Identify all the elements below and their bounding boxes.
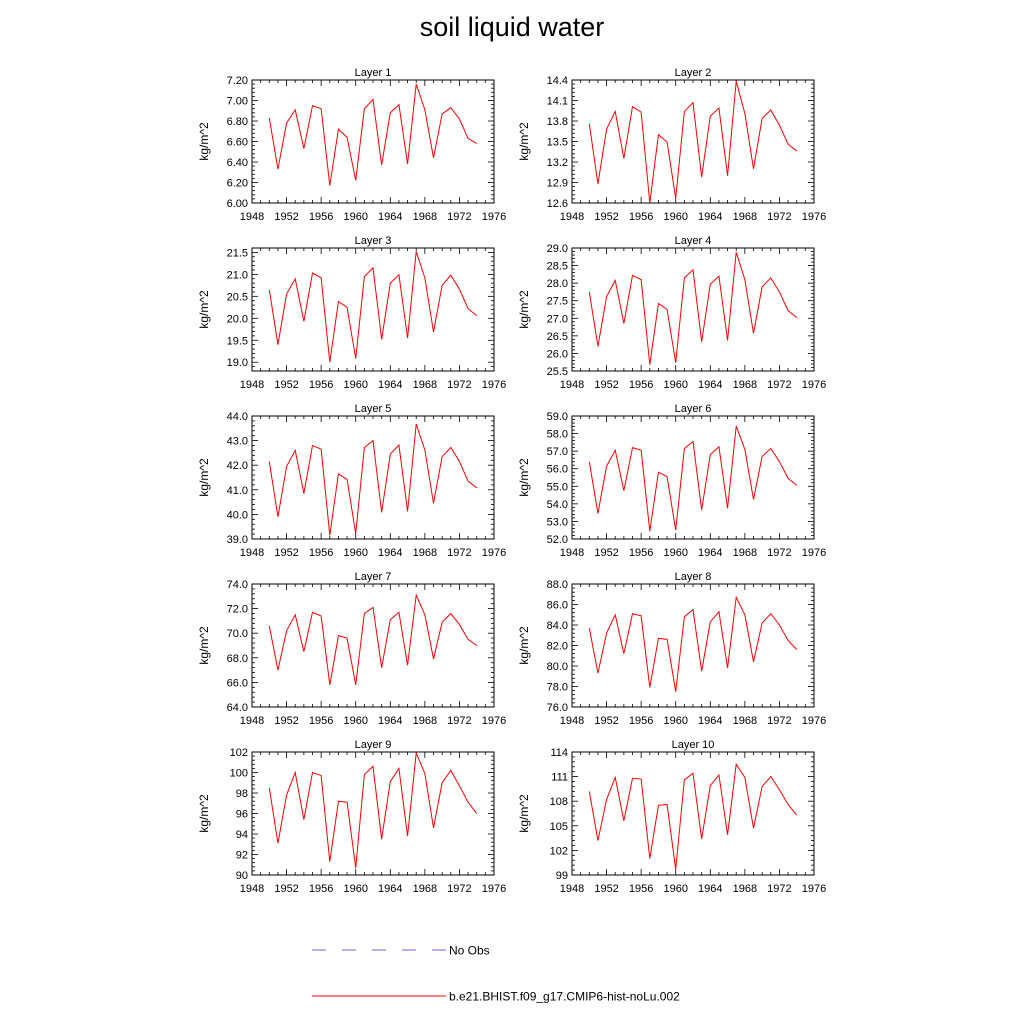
x-tick-label: 1972 (767, 883, 792, 895)
y-tick-label: 54.0 (546, 498, 568, 511)
panel-layer-10 (517, 739, 826, 895)
y-tick-label: 44.0 (226, 411, 248, 423)
x-tick-label: 1972 (767, 715, 792, 727)
y-axis-label: kg/m^2 (517, 122, 531, 161)
panel-layer-1 (197, 67, 506, 223)
y-tick-label: 58.0 (546, 428, 568, 441)
x-tick-label: 1952 (274, 379, 299, 391)
y-tick-label: 59.0 (546, 411, 568, 423)
x-tick-label: 1964 (698, 883, 723, 895)
y-tick-label: 21.0 (226, 269, 248, 282)
x-tick-label: 1964 (378, 379, 403, 391)
y-axis-label: kg/m^2 (197, 626, 211, 665)
x-tick-label: 1948 (559, 379, 585, 391)
x-tick-label: 1976 (481, 211, 507, 223)
x-tick-label: 1960 (343, 211, 368, 223)
y-tick-label: 14.4 (546, 75, 568, 87)
panel-title: Layer 7 (354, 571, 392, 583)
y-axis-label: kg/m^2 (197, 458, 211, 497)
panel-title: Layer 2 (674, 67, 712, 79)
x-tick-label: 1956 (628, 883, 654, 895)
y-tick-label: 12.6 (546, 198, 568, 210)
x-tick-label: 1960 (663, 211, 688, 223)
panel-title: Layer 4 (674, 235, 712, 247)
x-tick-label: 1976 (481, 547, 507, 559)
x-tick-label: 1960 (343, 379, 368, 391)
x-tick-label: 1960 (663, 547, 688, 559)
series-line-layer-4 (589, 252, 796, 364)
y-axis-label: kg/m^2 (517, 794, 531, 833)
panel-title: Layer 5 (354, 403, 392, 415)
y-tick-label: 14.1 (546, 95, 568, 108)
y-tick-label: 19.5 (226, 335, 248, 348)
panel-layer-9 (197, 739, 506, 895)
plot-frame (572, 416, 814, 539)
panel-title: Layer 1 (354, 67, 392, 79)
panel-layer-5 (197, 403, 506, 559)
y-tick-label: 56.0 (546, 463, 568, 476)
x-tick-label: 1964 (378, 547, 403, 559)
y-tick-label: 26.5 (546, 330, 568, 343)
x-tick-label: 1976 (481, 715, 507, 727)
y-tick-label: 41.0 (226, 484, 248, 497)
x-tick-label: 1952 (594, 715, 619, 727)
plot-frame (572, 752, 814, 875)
x-tick-label: 1952 (594, 883, 619, 895)
x-tick-label: 1976 (801, 547, 827, 559)
legend-label-model-run: b.e21.BHIST.f09_g17.CMIP6-hist-noLu.002 (449, 989, 680, 1004)
y-tick-label: 57.0 (546, 446, 568, 459)
y-tick-label: 40.0 (226, 509, 248, 522)
x-tick-label: 1968 (412, 211, 438, 223)
x-tick-label: 1956 (308, 211, 334, 223)
y-tick-label: 80.0 (546, 661, 568, 673)
x-tick-label: 1972 (447, 547, 472, 559)
y-tick-label: 7.20 (226, 75, 248, 87)
y-tick-label: 98 (235, 788, 248, 800)
x-tick-label: 1968 (732, 883, 758, 895)
x-tick-label: 1956 (628, 379, 654, 391)
y-tick-label: 27.5 (546, 295, 568, 308)
plot-frame (252, 248, 494, 371)
series-line-layer-2 (589, 81, 796, 203)
plot-frame (252, 416, 494, 539)
x-tick-label: 1956 (308, 715, 334, 727)
x-tick-label: 1952 (274, 547, 299, 559)
x-tick-label: 1960 (343, 715, 368, 727)
x-tick-label: 1956 (628, 715, 654, 727)
x-tick-label: 1976 (801, 379, 827, 391)
series-line-layer-8 (589, 597, 796, 691)
x-tick-label: 1948 (239, 379, 265, 391)
legend-label-no-obs: No Obs (449, 943, 490, 958)
x-tick-label: 1964 (698, 715, 723, 727)
x-tick-label: 1976 (801, 211, 827, 223)
y-tick-label: 6.20 (226, 177, 248, 190)
x-tick-label: 1948 (559, 211, 585, 223)
figure-title: soil liquid water (419, 12, 605, 42)
y-tick-label: 20.0 (226, 313, 248, 326)
y-tick-label: 28.5 (546, 260, 568, 273)
x-tick-label: 1964 (378, 883, 403, 895)
y-axis-label: kg/m^2 (517, 290, 531, 329)
x-tick-label: 1948 (239, 715, 265, 727)
legend (312, 944, 680, 1004)
y-tick-label: 102 (549, 845, 568, 858)
y-tick-label: 78.0 (546, 681, 568, 694)
x-tick-label: 1952 (274, 715, 299, 727)
y-axis-label: kg/m^2 (197, 290, 211, 329)
x-tick-label: 1964 (378, 715, 403, 727)
y-tick-label: 19.0 (226, 357, 248, 370)
x-tick-label: 1972 (447, 379, 472, 391)
y-tick-label: 28.0 (546, 278, 568, 291)
y-tick-label: 84.0 (546, 620, 568, 632)
y-tick-label: 7.00 (226, 95, 248, 108)
y-tick-label: 13.2 (546, 157, 568, 169)
series-line-layer-5 (269, 424, 476, 535)
y-tick-label: 76.0 (546, 702, 568, 714)
x-tick-label: 1948 (559, 883, 585, 895)
y-tick-label: 55.0 (546, 481, 568, 494)
y-tick-label: 74.0 (226, 579, 248, 591)
panel-title: Layer 10 (671, 739, 715, 751)
y-tick-label: 92 (235, 849, 248, 862)
x-tick-label: 1964 (698, 211, 723, 223)
x-tick-label: 1968 (412, 379, 438, 391)
x-tick-label: 1952 (594, 547, 619, 559)
x-tick-label: 1952 (594, 379, 619, 391)
x-tick-label: 1952 (274, 211, 299, 223)
panel-layer-3 (197, 235, 506, 391)
panel-layer-7 (197, 571, 506, 727)
series-line-layer-10 (589, 764, 796, 869)
y-axis-label: kg/m^2 (517, 458, 531, 497)
panel-layer-2 (517, 67, 826, 223)
x-tick-label: 1960 (663, 883, 688, 895)
y-tick-label: 39.0 (226, 534, 248, 546)
x-tick-label: 1956 (308, 547, 334, 559)
x-tick-label: 1956 (308, 883, 334, 895)
y-tick-label: 99 (555, 870, 568, 882)
y-tick-label: 42.0 (226, 460, 248, 473)
x-tick-label: 1964 (378, 211, 403, 223)
y-axis-label: kg/m^2 (197, 794, 211, 833)
y-tick-label: 88.0 (546, 579, 568, 591)
y-tick-label: 6.00 (226, 198, 248, 210)
plot-frame (572, 248, 814, 371)
panel-layer-8 (517, 571, 826, 727)
panel-title: Layer 6 (674, 403, 712, 415)
x-tick-label: 1960 (663, 715, 688, 727)
x-tick-label: 1952 (274, 883, 299, 895)
x-tick-label: 1948 (239, 883, 265, 895)
y-tick-label: 21.5 (226, 247, 248, 260)
y-tick-label: 12.9 (546, 177, 568, 190)
series-line-layer-1 (269, 84, 476, 185)
plot-frame (572, 584, 814, 707)
y-tick-label: 96 (235, 808, 248, 821)
y-tick-label: 100 (229, 767, 248, 780)
y-tick-label: 6.80 (226, 116, 248, 128)
y-tick-label: 90 (235, 870, 248, 882)
x-tick-label: 1960 (663, 379, 688, 391)
series-line-layer-7 (269, 595, 476, 685)
x-tick-label: 1972 (767, 547, 792, 559)
y-tick-label: 68.0 (226, 652, 248, 665)
x-tick-label: 1948 (239, 211, 265, 223)
y-tick-label: 102 (229, 747, 248, 759)
series-line-layer-9 (269, 753, 476, 868)
y-tick-label: 26.0 (546, 348, 568, 361)
x-tick-label: 1956 (628, 547, 654, 559)
x-tick-label: 1972 (447, 883, 472, 895)
y-axis-label: kg/m^2 (517, 626, 531, 665)
panel-title: Layer 3 (354, 235, 392, 247)
y-tick-label: 6.40 (226, 157, 248, 169)
x-tick-label: 1948 (559, 715, 585, 727)
y-tick-label: 6.60 (226, 136, 248, 149)
y-tick-label: 27.0 (546, 313, 568, 326)
x-tick-label: 1968 (732, 379, 758, 391)
x-tick-label: 1976 (801, 883, 827, 895)
panel-grid (197, 67, 826, 895)
x-tick-label: 1956 (628, 211, 654, 223)
y-tick-label: 86.0 (546, 599, 568, 612)
panel-title: Layer 8 (674, 571, 712, 583)
y-tick-label: 66.0 (226, 677, 248, 690)
y-tick-label: 53.0 (546, 516, 568, 529)
x-tick-label: 1960 (343, 547, 368, 559)
y-tick-label: 111 (551, 771, 568, 784)
series-line-layer-6 (589, 426, 796, 531)
x-tick-label: 1972 (767, 379, 792, 391)
x-tick-label: 1972 (767, 211, 792, 223)
y-tick-label: 105 (549, 820, 568, 833)
plot-frame (252, 80, 494, 203)
y-tick-label: 43.0 (226, 435, 248, 448)
y-tick-label: 52.0 (546, 534, 568, 546)
x-tick-label: 1960 (343, 883, 368, 895)
y-tick-label: 72.0 (226, 603, 248, 616)
x-tick-label: 1976 (801, 715, 827, 727)
series-line-layer-3 (269, 252, 476, 363)
y-tick-label: 70.0 (226, 628, 248, 641)
x-tick-label: 1972 (447, 211, 472, 223)
x-tick-label: 1972 (447, 715, 472, 727)
y-tick-label: 25.5 (546, 366, 568, 378)
x-tick-label: 1968 (412, 547, 438, 559)
x-tick-label: 1948 (559, 547, 585, 559)
x-tick-label: 1956 (308, 379, 334, 391)
y-tick-label: 64.0 (226, 702, 248, 714)
x-tick-label: 1976 (481, 379, 507, 391)
x-tick-label: 1968 (732, 547, 758, 559)
y-tick-label: 29.0 (546, 243, 568, 255)
x-tick-label: 1952 (594, 211, 619, 223)
panel-layer-6 (517, 403, 826, 559)
x-tick-label: 1968 (732, 715, 758, 727)
y-tick-label: 13.8 (546, 116, 568, 128)
plot-frame (572, 80, 814, 203)
y-tick-label: 82.0 (546, 640, 568, 653)
x-tick-label: 1968 (412, 715, 438, 727)
y-tick-label: 108 (549, 796, 568, 809)
x-tick-label: 1968 (412, 883, 438, 895)
y-tick-label: 94 (235, 829, 248, 841)
x-tick-label: 1976 (481, 883, 507, 895)
plot-frame (252, 584, 494, 707)
panel-title: Layer 9 (354, 739, 392, 751)
y-tick-label: 13.5 (546, 136, 568, 149)
panel-layer-4 (517, 235, 826, 391)
x-tick-label: 1968 (732, 211, 758, 223)
y-axis-label: kg/m^2 (197, 122, 211, 161)
y-tick-label: 20.5 (226, 291, 248, 304)
x-tick-label: 1964 (698, 379, 723, 391)
y-tick-label: 114 (550, 747, 568, 759)
x-tick-label: 1948 (239, 547, 265, 559)
x-tick-label: 1964 (698, 547, 723, 559)
